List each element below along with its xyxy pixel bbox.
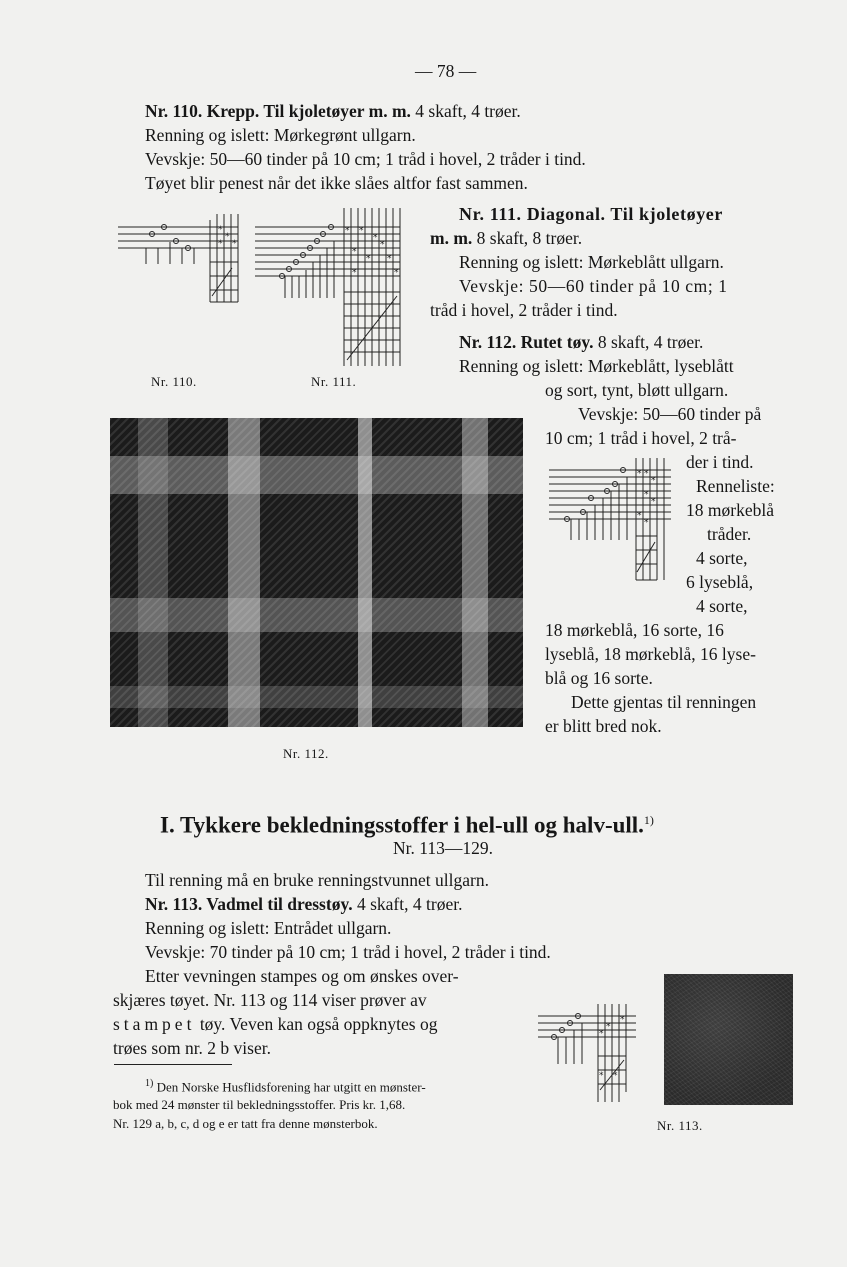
- nr113-title-bold: Nr. 113. Vadmel til dresstøy.: [145, 894, 353, 914]
- svg-text:*: *: [620, 1015, 625, 1025]
- nr113-finish-4: trøes som nr. 2 b viser.: [113, 1038, 271, 1058]
- fabric-photo-nr112: [110, 418, 523, 727]
- nr112-title-bold: Nr. 112. Rutet tøy.: [459, 332, 594, 352]
- svg-text:*: *: [373, 233, 378, 243]
- nr112-yarn: Renning og islett: Mørkeblått, lyseblått: [459, 356, 734, 376]
- nr110-title: [145, 99, 521, 123]
- nr110-reed: Vevskje: 50—60 tinder på 10 cm; 1 tråd i hovel, 2 tråder i tind.: [145, 149, 586, 169]
- caption-nr112: Nr. 112.: [283, 746, 329, 761]
- svg-text:*: *: [644, 518, 649, 528]
- svg-text:*: *: [637, 511, 642, 521]
- nr112-repeat: Dette gjentas til renningen: [571, 692, 757, 712]
- caption-nr111: Nr. 111.: [311, 374, 357, 389]
- svg-text:*: *: [651, 476, 656, 486]
- svg-text:*: *: [218, 225, 223, 235]
- weave-diagram-nr111: [255, 200, 407, 368]
- nr113-intro: Til renning må en bruke renningstvunnet ullgarn.: [145, 870, 489, 890]
- nr112-reed-cont: 10 cm; 1 tråd i hovel, 2 trå-: [545, 428, 737, 448]
- svg-text:*: *: [218, 239, 223, 249]
- svg-text:*: *: [380, 240, 385, 250]
- nr111-title: Nr. 111. Diagonal. Til kjoletøyer: [459, 204, 723, 224]
- footnote-mark: 1): [145, 1078, 154, 1089]
- nr111-reed-cont: tråd i hovel, 2 tråder i tind.: [430, 300, 618, 320]
- page-number: — 78 —: [415, 61, 477, 81]
- nr112-title: [459, 330, 703, 354]
- svg-text:*: *: [599, 1071, 604, 1081]
- nr111-shafts: [430, 226, 582, 250]
- footnote-rule: [114, 1064, 232, 1065]
- caption-nr110: Nr. 110.: [151, 374, 197, 389]
- nr112-title-rest: 8 skaft, 4 trøer.: [593, 332, 704, 352]
- nr113-finish-3: [113, 1012, 438, 1036]
- footnote-line-3: Nr. 129 a, b, c, d og e er tatt fra denne mønsterbok.: [113, 1116, 378, 1131]
- svg-text:*: *: [637, 469, 642, 479]
- nr112-warp-6: 18 mørkeblå, 16 sorte, 16: [545, 620, 724, 640]
- nr110-note: Tøyet blir penest når det ikke slåes altfor fast sammen.: [145, 173, 528, 193]
- svg-text:*: *: [387, 254, 392, 264]
- nr113-title-rest: 4 skaft, 4 trøer.: [352, 894, 463, 914]
- weave-diagram-nr110: [118, 212, 244, 304]
- nr112-warp-heading: Renneliste:: [696, 476, 775, 496]
- footnote-text-1: Den Norske Husflidsforening har utgitt en mønster-: [153, 1079, 426, 1095]
- svg-text:*: *: [599, 1029, 604, 1039]
- section-footnote-ref: 1): [643, 813, 654, 827]
- svg-text:*: *: [644, 490, 649, 500]
- nr111-yarn: Renning og islett: Mørkeblått ullgarn.: [459, 252, 724, 272]
- nr113-reed: Vevskje: 70 tinder på 10 cm; 1 tråd i hovel, 2 tråder i tind.: [145, 942, 551, 962]
- nr112-repeat-cont: er blitt bred nok.: [545, 716, 662, 736]
- svg-text:*: *: [651, 497, 656, 507]
- footnote-line-1: [145, 1075, 426, 1097]
- nr110-yarn: Renning og islett: Mørkegrønt ullgarn.: [145, 125, 416, 145]
- nr112-yarn-cont: og sort, tynt, bløtt ullgarn.: [545, 380, 729, 400]
- nr112-warp-7: lyseblå, 18 mørkeblå, 16 lyse-: [545, 644, 756, 664]
- svg-text:*: *: [394, 268, 399, 278]
- nr112-warp-4: 6 lyseblå,: [686, 572, 754, 592]
- caption-nr113: Nr. 113.: [657, 1118, 703, 1133]
- nr113-yarn: Renning og islett: Entrådet ullgarn.: [145, 918, 392, 938]
- svg-text:*: *: [366, 254, 371, 264]
- svg-text:*: *: [613, 1071, 618, 1081]
- svg-text:*: *: [345, 226, 350, 236]
- nr110-title-bold: Nr. 110. Krepp. Til kjoletøyer m. m.: [145, 101, 411, 121]
- section-heading-text: I. Tykkere bekledningsstoffer i hel-ull og halv-ull.: [160, 812, 644, 838]
- nr111-reed: Vevskje: 50—60 tinder på 10 cm; 1: [459, 276, 728, 296]
- nr113-title: [145, 892, 462, 916]
- nr113-finish-2: skjæres tøyet. Nr. 113 og 114 viser prøver av: [113, 990, 427, 1010]
- fabric-photo-nr113: [664, 974, 793, 1105]
- svg-text:*: *: [359, 226, 364, 236]
- nr113-stampet: stampet: [113, 1014, 196, 1034]
- svg-text:*: *: [225, 232, 230, 242]
- nr113-finish-3-rest: tøy. Veven kan også oppknytes og: [195, 1014, 438, 1034]
- svg-text:*: *: [352, 268, 357, 278]
- nr112-warp-3: 4 sorte,: [696, 548, 748, 568]
- nr112-reed: Vevskje: 50—60 tinder på: [578, 404, 762, 424]
- section-heading: [160, 806, 654, 840]
- nr112-warp-5: 4 sorte,: [696, 596, 748, 616]
- nr112-warp-8: blå og 16 sorte.: [545, 668, 653, 688]
- section-range: Nr. 113—129.: [393, 838, 493, 858]
- nr112-warp-2: tråder.: [707, 524, 752, 544]
- weave-diagram-nr113: [538, 1002, 640, 1106]
- svg-text:*: *: [606, 1022, 611, 1032]
- svg-text:*: *: [644, 469, 649, 479]
- nr111-shafts-rest: 8 skaft, 8 trøer.: [472, 228, 583, 248]
- nr112-warp-1: 18 mørkeblå: [686, 500, 774, 520]
- nr110-title-rest: 4 skaft, 4 trøer.: [410, 101, 521, 121]
- footnote-line-2: bok med 24 mønster til bekledningsstoffer. Pris kr. 1,68.: [113, 1097, 406, 1112]
- nr112-reed-end: der i tind.: [686, 452, 754, 472]
- weave-diagram-nr112: [549, 456, 677, 584]
- svg-text:*: *: [232, 239, 237, 249]
- nr113-finish: Etter vevningen stampes og om ønskes over-: [145, 966, 459, 986]
- nr111-mm: m. m.: [430, 228, 473, 248]
- svg-text:*: *: [352, 247, 357, 257]
